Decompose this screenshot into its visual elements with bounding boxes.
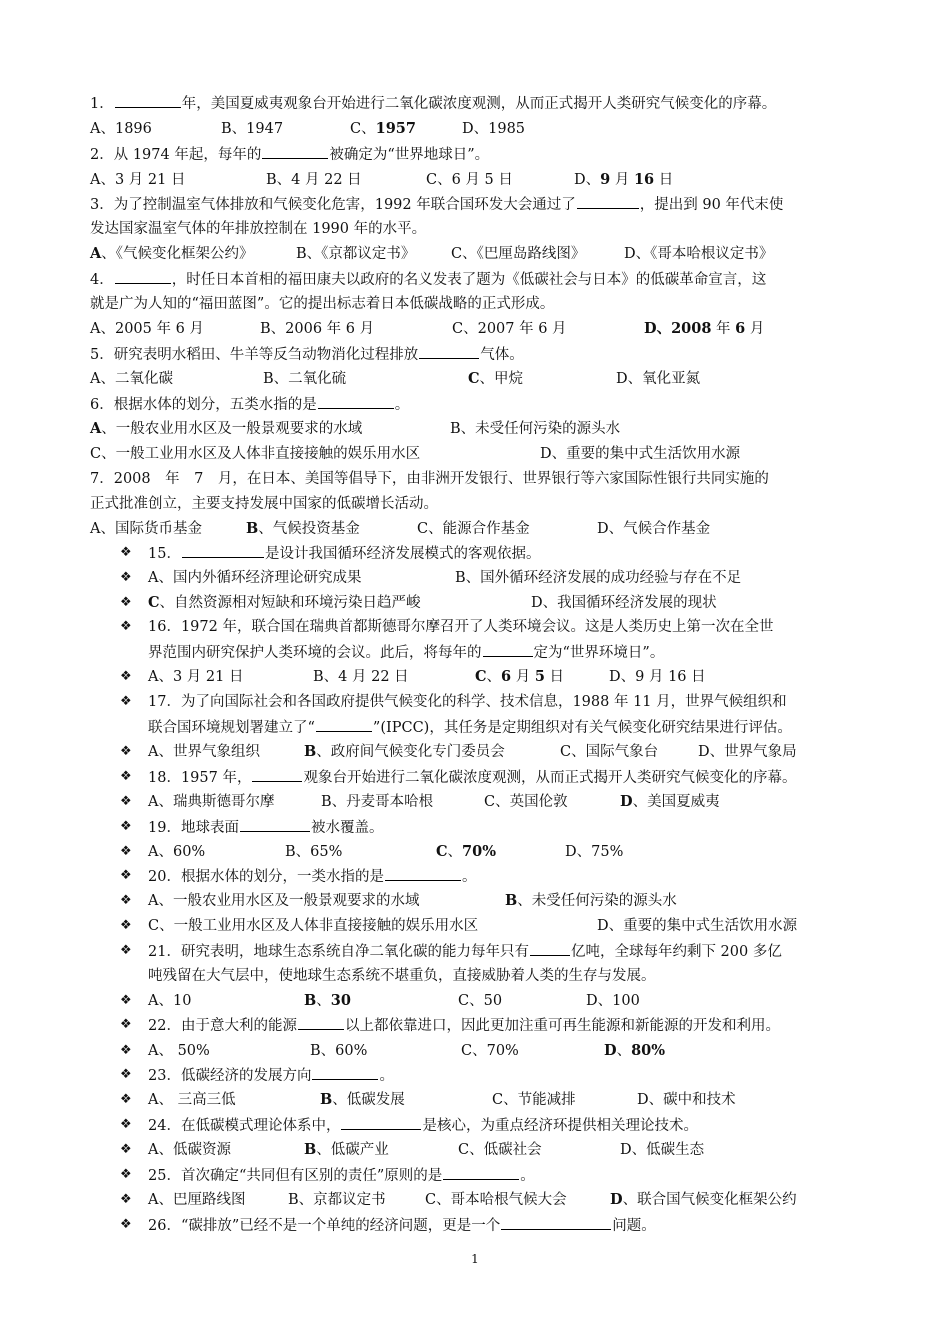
option-c: C、2007 年 6 月 — [452, 321, 567, 337]
option-b: B、气候投资基金 — [246, 520, 360, 537]
question-19: ❖ 19．地球表面 被水覆盖。 — [120, 819, 384, 836]
question-3-line-2: 发达国家温室气体的年排放控制在 1990 年的水平。 — [90, 221, 427, 237]
bullet-icon: ❖ — [120, 595, 132, 610]
bullet-icon: ❖ — [120, 769, 132, 784]
option-a: A、2005 年 6 月 — [90, 321, 204, 337]
option-d: D、9 月 16 日 — [609, 669, 706, 685]
question-18-options — [120, 792, 870, 812]
bullet-icon: ❖ — [120, 1043, 132, 1058]
answer-blank — [115, 93, 181, 108]
answer-blank — [385, 866, 461, 881]
answer-blank — [115, 269, 171, 284]
option-c: C、70% — [436, 843, 497, 860]
answer-blank — [240, 817, 310, 832]
option-b: B、低碳产业 — [304, 1141, 389, 1158]
option-a: A、世界气象组织 — [148, 744, 260, 760]
answer-blank — [318, 394, 394, 409]
bullet-icon: ❖ — [120, 1192, 132, 1207]
option-d: D、氧化亚氮 — [616, 371, 701, 387]
question-20-options-row-1 — [120, 891, 870, 911]
answer-blank — [182, 543, 264, 558]
page-number: 1 — [471, 1252, 479, 1266]
option-b: B、国外循环经济发展的成功经验与存在不足 — [455, 570, 742, 586]
question-15: ❖ 15． 是设计我国循环经济发展模式的客观依据。 — [120, 545, 541, 562]
answer-blank — [262, 144, 328, 159]
question-1: 1． 年，美国夏威夷观象台开始进行二氧化碳浓度观测，从而正式揭开人类研究气候变化的序幕。 — [90, 93, 870, 114]
option-a: A、一般农业用水区及一般景观要求的水域 — [148, 893, 420, 909]
option-b: B、60% — [310, 1043, 368, 1059]
option-b: B、未受任何污染的源头水 — [505, 892, 677, 909]
question-21-line-2: 吨残留在大气层中，使地球生态系统不堪重负，直接威胁着人类的生存与发展。 — [148, 968, 656, 984]
question-23-options — [120, 1090, 870, 1110]
question-6: 6．根据水体的划分，五类水指的是 。 — [90, 394, 870, 415]
answer-blank — [483, 642, 533, 657]
bullet-icon: ❖ — [120, 819, 132, 834]
bullet-icon: ❖ — [120, 669, 132, 684]
option-b: B、1947 — [221, 121, 284, 137]
option-c: C、节能减排 — [492, 1092, 576, 1108]
bullet-icon: ❖ — [120, 1092, 132, 1107]
question-5: 5．研究表明水稻田、牛羊等反刍动物消化过程排放 气体。 — [90, 344, 870, 365]
option-b: B、2006 年 6 月 — [260, 321, 375, 337]
question-19-options — [120, 842, 870, 862]
bullet-icon: ❖ — [120, 1117, 132, 1132]
bullet-icon: ❖ — [120, 1067, 132, 1082]
bullet-icon: ❖ — [120, 868, 132, 883]
bullet-icon: ❖ — [120, 993, 132, 1008]
option-a: A、10 — [148, 993, 192, 1009]
option-a: A、国内外循环经济理论研究成果 — [148, 570, 362, 586]
bullet-icon: ❖ — [120, 545, 132, 560]
question-21: ❖ 21．研究表明，地球生态系统自净二氧化碳的能力每年只有 亿吨，全球每年约剩下 200 多亿 — [120, 943, 782, 960]
option-a: A、 50% — [148, 1043, 210, 1059]
question-26: ❖ 26．“碳排放”已经不是一个单纯的经济问题，更是一个 问题。 — [120, 1217, 656, 1234]
answer-blank — [312, 1065, 378, 1080]
option-c: C、国际气象台 — [560, 744, 659, 760]
answer-blank — [577, 194, 639, 209]
option-b: B、4 月 22 日 — [313, 669, 409, 685]
option-d: D、碳中和技术 — [637, 1092, 736, 1108]
answer-blank — [501, 1215, 611, 1230]
question-16-options — [120, 667, 870, 687]
bullet-icon: ❖ — [120, 844, 132, 859]
question-17-options — [120, 742, 870, 762]
option-d: D、《哥本哈根议定书》 — [624, 246, 774, 262]
option-c: C、甲烷 — [468, 370, 524, 387]
option-c: C、英国伦敦 — [484, 794, 568, 810]
question-3: 3．为了控制温室气体排放和气候变化危害，1992 年联合国环发大会通过了 ，提出到 90 年代末使 — [90, 194, 870, 215]
answer-blank — [298, 1015, 344, 1030]
option-c: C、50 — [458, 993, 503, 1009]
option-c: C、自然资源相对短缺和环境污染日趋严峻 — [148, 594, 421, 611]
bullet-icon: ❖ — [120, 1142, 132, 1157]
bullet-icon: ❖ — [120, 943, 132, 958]
option-a: A、二氧化碳 — [90, 371, 173, 387]
option-b: B、二氧化硫 — [263, 371, 347, 387]
option-c: C、一般工业用水区及人体非直接接触的娱乐用水区 — [148, 918, 479, 934]
option-c: C、6 月 5 日 — [426, 172, 513, 188]
option-b: B、4 月 22 日 — [266, 172, 362, 188]
option-d: D、1985 — [462, 121, 526, 137]
question-1-options — [90, 119, 870, 139]
question-24: ❖ 24．在低碳模式理论体系中， 是核心，为重点经济环提供相关理论技术。 — [120, 1117, 698, 1134]
option-d: D、80% — [604, 1042, 666, 1059]
question-4-options — [90, 319, 870, 339]
question-22-options — [120, 1041, 870, 1061]
option-d: D、低碳生态 — [620, 1142, 705, 1158]
option-c: C、低碳社会 — [458, 1142, 542, 1158]
option-a: A、 三高三低 — [148, 1092, 236, 1108]
question-4-line-2: 就是广为人知的“福田蓝图”。它的提出标志着日本低碳战略的正式形成。 — [90, 296, 555, 312]
option-a: A、一般农业用水区及一般景观要求的水域 — [90, 420, 363, 437]
question-4: 4． ，时任日本首相的福田康夫以政府的名义发表了题为《低碳社会与日本》的低碳革命宣言，这 — [90, 269, 870, 290]
answer-blank — [530, 941, 570, 956]
option-b: B、65% — [285, 844, 343, 860]
question-17-line-2: 联合国环境规划署建立了“ ”(IPCC)，其任务是定期组织对有关气候变化研究结果进行评估。 — [148, 717, 870, 738]
bullet-icon: ❖ — [120, 794, 132, 809]
answer-blank — [419, 344, 479, 359]
bullet-icon: ❖ — [120, 570, 132, 585]
option-c: C、能源合作基金 — [417, 521, 530, 537]
question-16: ❖ 16．1972 年，联合国在瑞典首都斯德哥尔摩召开了人类环境会议。这是人类历史上第一次在全世 — [120, 619, 774, 635]
option-d: D、重要的集中式生活饮用水源 — [597, 918, 798, 934]
option-b: B、《京都议定书》 — [296, 246, 416, 262]
answer-blank — [252, 767, 302, 782]
option-d: D、联合国气候变化框架公约 — [610, 1191, 797, 1208]
question-23: ❖ 23．低碳经济的发展方向 。 — [120, 1067, 394, 1084]
option-d: D、美国夏威夷 — [620, 793, 720, 810]
option-a: A、国际货币基金 — [90, 521, 202, 537]
question-22: ❖ 22．由于意大利的能源 以上都依靠进口，因此更加注重可再生能源和新能源的开发和利用。 — [120, 1017, 780, 1034]
option-d: D、重要的集中式生活饮用水源 — [540, 446, 741, 462]
option-a: A、3 月 21 日 — [90, 172, 186, 188]
question-21-options — [120, 991, 870, 1011]
bullet-icon: ❖ — [120, 744, 132, 759]
answer-blank — [316, 717, 372, 732]
option-a: A、3 月 21 日 — [148, 669, 244, 685]
question-2: 2．从 1974 年起，每年的 被确定为“世界地球日”。 — [90, 144, 870, 165]
question-18: ❖ 18．1957 年， 观象台开始进行二氧化碳浓度观测，从而正式揭开人类研究气候变化的序幕。 — [120, 769, 797, 786]
option-a: A、《气候变化框架公约》 — [90, 245, 254, 262]
option-d: D、世界气象局 — [698, 744, 797, 760]
question-15-options-row-2 — [120, 593, 870, 613]
option-a: A、低碳资源 — [148, 1142, 231, 1158]
bullet-icon: ❖ — [120, 893, 132, 908]
option-d: D、2008 年 6 月 — [644, 320, 765, 337]
option-c: C、6 月 5 日 — [475, 668, 565, 685]
question-6-options-row-1 — [90, 419, 870, 439]
question-2-options — [90, 170, 870, 190]
question-15-options-row-1 — [120, 568, 870, 588]
bullet-icon: ❖ — [120, 1167, 132, 1182]
option-d: D、9 月 16 日 — [574, 171, 674, 188]
option-a: A、1896 — [90, 121, 152, 137]
option-d: D、75% — [565, 844, 624, 860]
option-b: B、30 — [304, 992, 351, 1009]
option-d: D、气候合作基金 — [597, 521, 711, 537]
option-b: B、京都议定书 — [288, 1192, 386, 1208]
option-c: C、哥本哈根气候大会 — [425, 1192, 567, 1208]
bullet-icon: ❖ — [120, 1017, 132, 1032]
question-6-options-row-2 — [90, 444, 870, 464]
question-20: ❖ 20．根据水体的划分，一类水指的是 。 — [120, 868, 477, 885]
question-20-options-row-2 — [120, 916, 870, 936]
bullet-icon: ❖ — [120, 694, 132, 709]
option-c: C、1957 — [350, 120, 416, 137]
question-25: ❖ 25．首次确定“共同但有区别的责任”原则的是 。 — [120, 1167, 535, 1184]
question-25-options — [120, 1190, 870, 1210]
option-a: A、瑞典斯德哥尔摩 — [148, 794, 275, 810]
option-b: B、丹麦哥本哈根 — [321, 794, 434, 810]
option-c: C、一般工业用水区及人体非直接接触的娱乐用水区 — [90, 446, 421, 462]
bullet-icon: ❖ — [120, 619, 132, 634]
option-b: B、政府间气候变化专门委员会 — [304, 743, 505, 760]
bullet-icon: ❖ — [120, 918, 132, 933]
question-17: ❖ 17．为了向国际社会和各国政府提供气候变化的科学、技术信息，1988 年 11 月，世界气候组织和 — [120, 694, 787, 710]
option-a: A、巴厘路线图 — [148, 1192, 246, 1208]
answer-blank — [341, 1115, 421, 1130]
option-c: C、《巴厘岛路线图》 — [451, 246, 586, 262]
question-7-options — [90, 519, 870, 539]
question-24-options — [120, 1140, 870, 1160]
question-7: 7．2008 年 7 月，在日本、美国等倡导下，由非洲开发银行、世界银行等六家国际性银行共同实施的 — [90, 471, 769, 487]
option-d: D、我国循环经济发展的现状 — [531, 595, 717, 611]
option-c: C、70% — [461, 1043, 519, 1059]
option-a: A、60% — [148, 844, 206, 860]
question-16-line-2: 界范围内研究保护人类环境的会议。此后，将每年的 定为“世界环境日”。 — [148, 642, 870, 663]
question-5-options — [90, 369, 870, 389]
question-3-options — [90, 244, 870, 264]
option-b: B、未受任何污染的源头水 — [450, 421, 621, 437]
option-b: B、低碳发展 — [320, 1091, 405, 1108]
question-7-line-2: 正式批准创立，主要支持发展中国家的低碳增长活动。 — [90, 496, 438, 512]
bullet-icon: ❖ — [120, 1217, 132, 1232]
option-d: D、100 — [586, 993, 640, 1009]
answer-blank — [443, 1165, 519, 1180]
